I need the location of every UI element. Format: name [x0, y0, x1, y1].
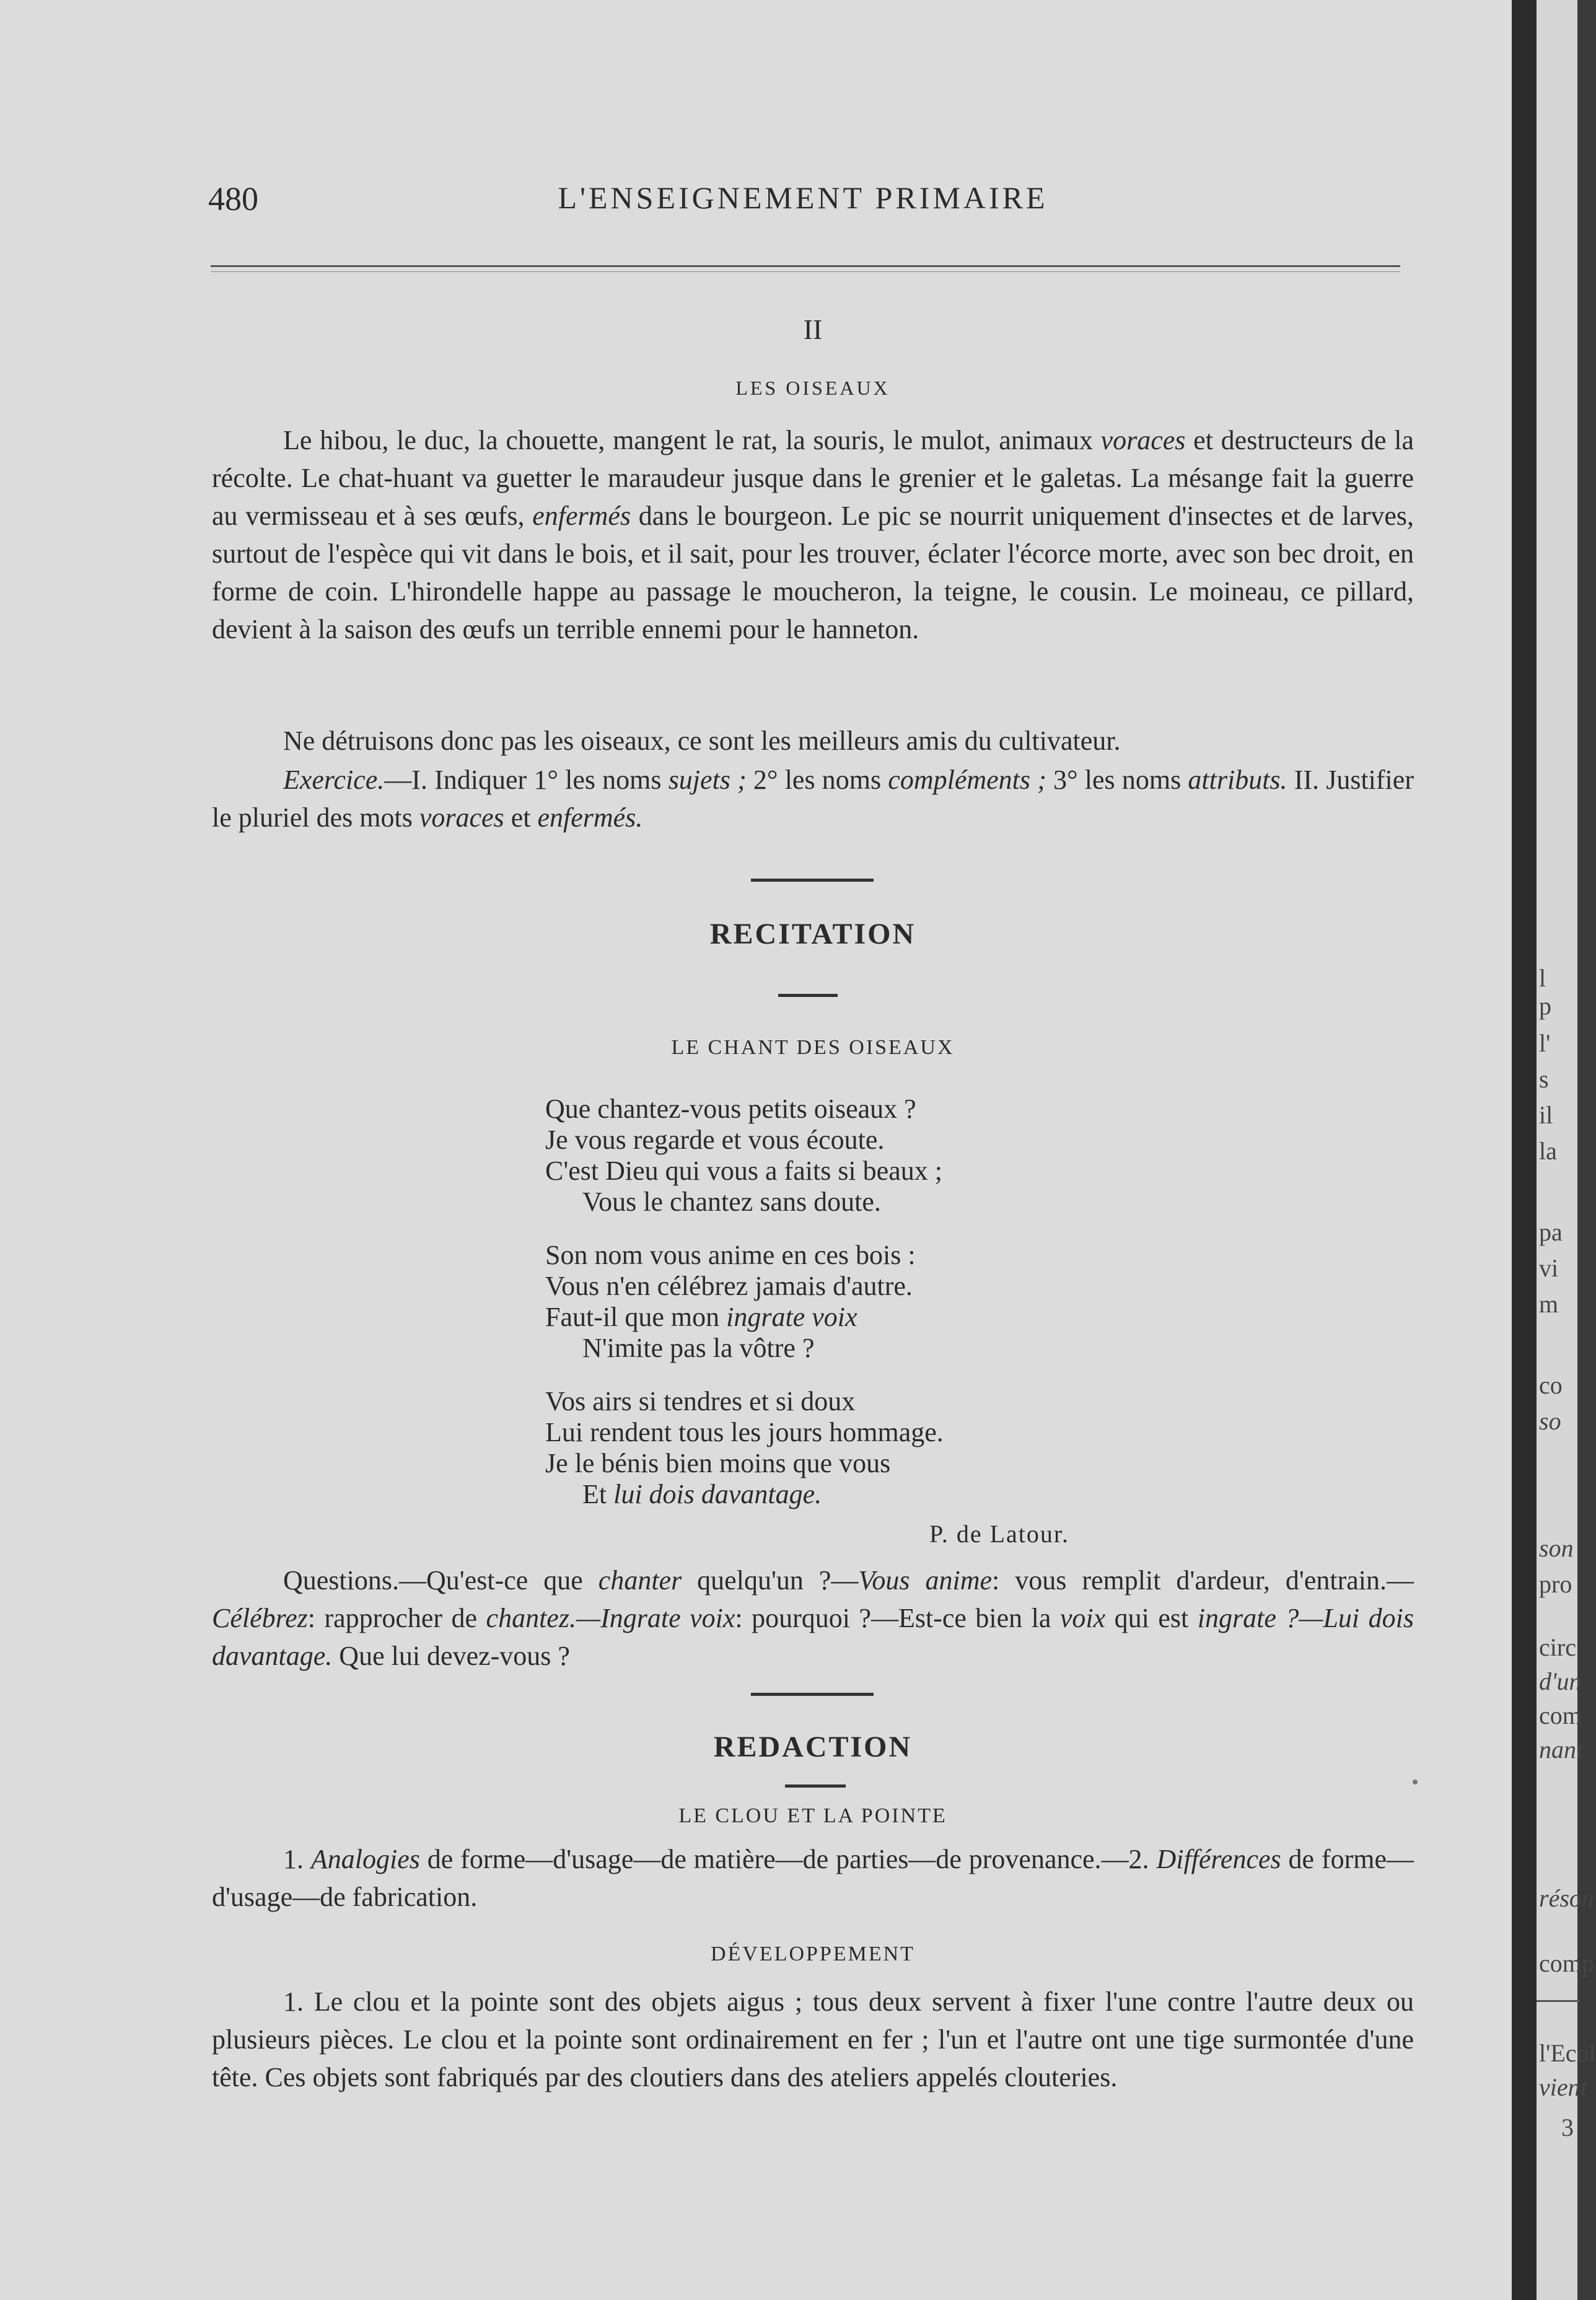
- adjacent-page-fragment: l'Ecol: [1539, 2039, 1596, 2067]
- poem-line: Je vous regarde et vous écoute.: [545, 1125, 885, 1155]
- poem-title: LE CHANT DES OISEAUX: [671, 1036, 955, 1059]
- adjacent-page-fragment: réson: [1539, 1884, 1594, 1912]
- section-number: II: [803, 314, 823, 345]
- paragraph-conclusion: Ne détruisons donc pas les oiseaux, ce sont les meilleurs amis du cultivateur.: [283, 726, 1121, 756]
- heading-underline: [785, 1784, 846, 1788]
- questions-paragraph: Questions.—Qu'est-ce que chanter quelqu'un ?—Vous anime: vous remplit d'ardeur, d'entrain.—Célébrez: rapprocher de chantez.—Ingrate voix: pourquoi ?—Est-ce bien la voix qui est ingrate ?—Lui dois davantage. Que lui devez-vous ?: [212, 1565, 1414, 1671]
- adjacent-page-fragment: vi: [1539, 1254, 1559, 1282]
- adjacent-page-fragment: p: [1539, 992, 1551, 1020]
- poem-line: Vous le chantez sans doute.: [582, 1187, 881, 1217]
- poem-signature: P. de Latour.: [929, 1520, 1069, 1548]
- print-speck: [1413, 1780, 1418, 1784]
- redaction-plan: 1. Analogies de forme—d'usage—de matière—de parties—de provenance.—2. Différences de forme—d'usage—de fabrication.: [212, 1844, 1414, 1912]
- adjacent-page-fragment: circ: [1539, 1633, 1576, 1661]
- adjacent-page-fragment: com: [1539, 1701, 1582, 1729]
- poem-line: Et lui dois davantage.: [582, 1479, 822, 1509]
- adjacent-page-fragment: son: [1539, 1534, 1574, 1562]
- recitation-heading: RECITATION: [709, 918, 916, 950]
- exercise-paragraph: Exercice.—I. Indiquer 1° les noms sujets ; 2° les noms compléments ; 3° les noms attributs. II. Justifier le pluriel des mots voraces et enfermés.: [212, 765, 1414, 833]
- adjacent-page-edge: [1537, 0, 1596, 2300]
- header-rule: [211, 265, 1400, 267]
- adjacent-page-fragment: pro: [1539, 1570, 1572, 1598]
- adjacent-page-fragment: d'un: [1539, 1667, 1582, 1695]
- adjacent-page-fragment: s: [1539, 1065, 1549, 1093]
- adjacent-page-fragment: l: [1539, 964, 1546, 992]
- poem-line: Vos airs si tendres et si doux: [545, 1386, 856, 1416]
- poem-stanza-1: [545, 1094, 1227, 1218]
- book-gutter: [1512, 0, 1537, 2300]
- development-paragraph: 1. Le clou et la pointe sont des objets aigus ; tous deux servent à fixer l'une contre l'autre deux ou plusieurs pièces. Le clou et la pointe sont ordinairement en fer ; l'un et l'autre ont une tige surmontée d'une tête. Ces objets sont fabriqués par des cloutiers dans des ateliers appelés clouteries.: [212, 1986, 1414, 2092]
- page-number: 480: [208, 180, 258, 217]
- poem: [545, 1094, 1227, 1532]
- running-title: L'ENSEIGNEMENT PRIMAIRE: [558, 180, 1048, 215]
- poem-line: Lui rendent tous les jours hommage.: [545, 1417, 944, 1447]
- paragraph-oiseaux: Le hibou, le duc, la chouette, mangent le rat, la souris, le mulot, animaux voraces et destructeurs de la récolte. Le chat-huant va guetter le maraudeur jusque dans le grenier et le galetas. La mésange fait la guerre au vermisseau et à ses œufs, enfermés dans le bourgeon. Le pic se nourrit uniquement d'insectes et de larves, surtout de l'espèce qui vit dans le bois, et il sait, pour les trouver, éclater l'écorce morte, avec son bec droit, en forme de coin. L'hirondelle happe au passage le moucheron, la teigne, le cousin. Le moineau, ce pillard, devient à la saison des œufs un terrible ennemi pour le hanneton.: [212, 425, 1414, 644]
- section-divider: [751, 1693, 874, 1696]
- poem-line: Faut-il que mon ingrate voix: [545, 1302, 857, 1332]
- adjacent-page-fragment: nant: [1539, 1736, 1584, 1763]
- adjacent-page-fragment: la: [1539, 1137, 1557, 1165]
- poem-line: Son nom vous anime en ces bois :: [545, 1240, 916, 1270]
- section-divider: [751, 879, 874, 882]
- adjacent-page-fragment: l': [1539, 1029, 1551, 1057]
- adjacent-page-fragment: vient: [1539, 2073, 1587, 2101]
- adjacent-page-fragment: so: [1539, 1407, 1561, 1435]
- adjacent-page-fragment: il: [1539, 1101, 1553, 1129]
- adjacent-page-fragment: m: [1539, 1290, 1559, 1318]
- poem-line: N'imite pas la vôtre ?: [582, 1333, 815, 1363]
- poem-line: C'est Dieu qui vous a faits si beaux ;: [545, 1156, 942, 1186]
- adjacent-page-fragment: comp: [1539, 1949, 1594, 1977]
- adjacent-page-rule: [1537, 2000, 1580, 2002]
- section-title: LES OISEAUX: [735, 377, 890, 399]
- poem-line: Vous n'en célébrez jamais d'autre.: [545, 1271, 913, 1301]
- poem-stanza-2: [545, 1240, 1227, 1364]
- redaction-heading: REDACTION: [713, 1731, 913, 1763]
- adjacent-page-fragment: pa: [1539, 1218, 1563, 1246]
- poem-line: Que chantez-vous petits oiseaux ?: [545, 1094, 916, 1124]
- redaction-title: LE CLOU ET LA POINTE: [678, 1804, 947, 1827]
- adjacent-page-fragment: co: [1539, 1371, 1563, 1399]
- poem-stanza-3: [545, 1386, 1227, 1510]
- heading-underline: [778, 994, 838, 997]
- adjacent-page-fragment: 3: [1561, 2113, 1574, 2141]
- development-title: DÉVELOPPEMENT: [711, 1942, 915, 1965]
- poem-line: Je le bénis bien moins que vous: [545, 1448, 891, 1478]
- header-rule-thin: [211, 271, 1400, 272]
- running-header: [208, 180, 1398, 223]
